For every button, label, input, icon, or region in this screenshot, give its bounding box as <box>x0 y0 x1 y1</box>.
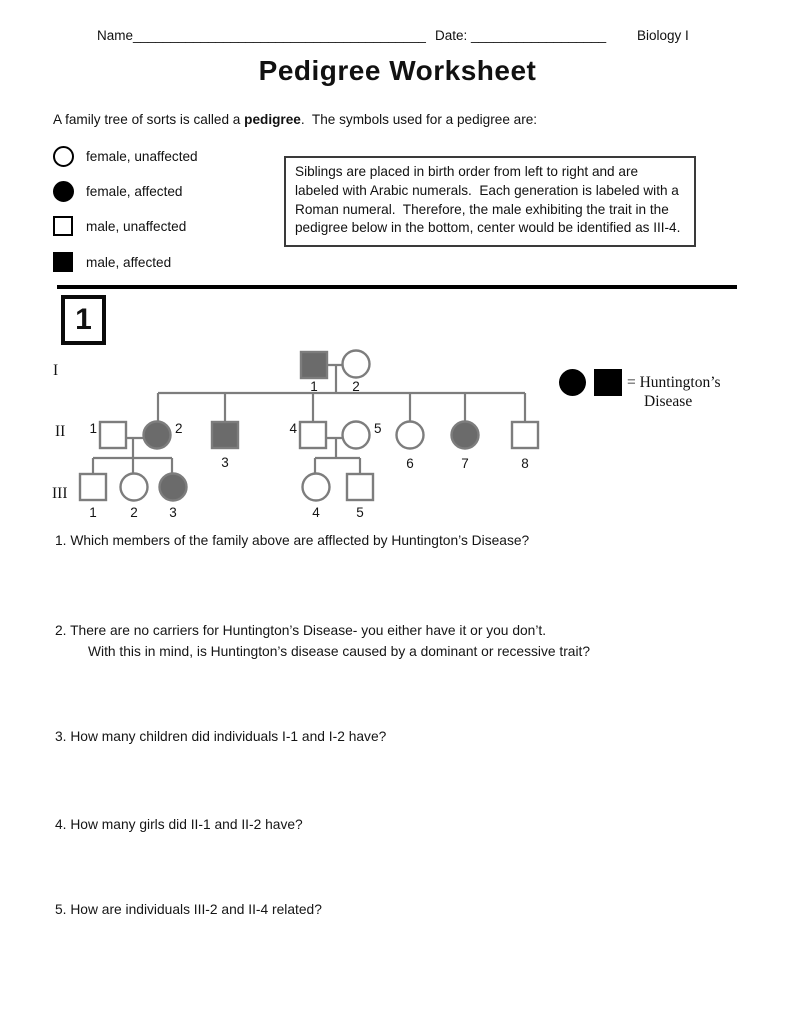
date-label: Date: <box>435 28 468 43</box>
individual-label-II-4: 4 <box>289 421 297 436</box>
female-unaffected-icon <box>53 146 74 167</box>
individual-II-7 <box>452 422 479 449</box>
male-affected-icon <box>53 252 73 272</box>
individual-II-2 <box>144 422 171 449</box>
huntingtons-legend-line2: Disease <box>644 393 693 410</box>
huntingtons-legend-line1: = Huntington’s <box>627 374 721 391</box>
intro-bold-term: pedigree <box>244 112 301 127</box>
name-field <box>97 28 426 43</box>
symbol-key-symbol <box>53 252 86 272</box>
individual-I-2 <box>343 351 370 378</box>
figure-number: 1 <box>75 303 92 336</box>
question-1 <box>55 530 529 551</box>
intro-text <box>53 112 537 127</box>
individual-II-5 <box>343 422 370 449</box>
individual-label-II-3: 3 <box>221 455 229 470</box>
name-blank-line: _______________________________________ <box>133 28 426 43</box>
individual-label-III-3: 3 <box>169 505 177 520</box>
individual-label-II-6: 6 <box>406 456 414 471</box>
symbol-key-label: male, unaffected <box>86 218 187 234</box>
individual-III-3 <box>160 474 187 501</box>
individual-label-III-2: 2 <box>130 505 138 520</box>
question-2-line-2: With this in mind, is Huntington’s disease caused by a dominant or recessive trait? <box>88 644 591 659</box>
individual-label-II-1: 1 <box>89 421 97 436</box>
symbol-key-symbol <box>53 216 86 236</box>
individual-II-4 <box>300 422 326 448</box>
male-unaffected-icon <box>53 216 73 236</box>
individual-label-I-2: 2 <box>352 379 360 394</box>
question-3-line-1: 3. How many children did individuals I-1 and I-2 have? <box>55 729 387 744</box>
info-box: Siblings are placed in birth order from left to right and are labeled with Arabic numerals. Each generation is labeled with a Roman numeral. Therefore, the male exhibiting the trait in the pedigree below in the bottom, center would be identified as III-4. <box>284 156 696 247</box>
individual-label-III-5: 5 <box>356 505 364 520</box>
individual-label-II-8: 8 <box>521 456 529 471</box>
individual-label-II-5: 5 <box>374 421 382 436</box>
affected-square-icon <box>594 369 622 396</box>
name-label: Name <box>97 28 134 43</box>
generation-label-I: I <box>53 362 59 379</box>
symbol-key-symbol <box>53 146 86 167</box>
generation-label-III: III <box>52 485 68 502</box>
individual-label-II-2: 2 <box>175 421 183 436</box>
question-5-line-1: 5. How are individuals III-2 and II-4 related? <box>55 902 322 917</box>
individual-label-II-7: 7 <box>461 456 469 471</box>
individual-II-1 <box>100 422 126 448</box>
question-1-line-1: 1. Which members of the family above are afflected by Huntington’s Disease? <box>55 533 530 548</box>
individual-III-4 <box>303 474 330 501</box>
female-affected-icon <box>53 181 74 202</box>
individual-II-6 <box>397 422 424 449</box>
question-4 <box>55 814 303 835</box>
individual-II-8 <box>512 422 538 448</box>
individual-III-1 <box>80 474 106 500</box>
symbol-key-row <box>53 249 171 275</box>
intro-after: . The symbols used for a pedigree are: <box>300 112 538 127</box>
individual-II-3 <box>212 422 238 448</box>
question-2 <box>55 620 590 662</box>
question-4-line-1: 4. How many girls did II-1 and II-2 have? <box>55 817 303 832</box>
individual-label-III-1: 1 <box>89 505 97 520</box>
individual-label-I-1: 1 <box>310 379 318 394</box>
huntingtons-legend <box>627 373 721 411</box>
individual-III-2 <box>121 474 148 501</box>
individual-I-1 <box>301 352 327 378</box>
symbol-key-label: male, affected <box>86 254 172 270</box>
question-2-line-1: 2. There are no carriers for Huntington’s Disease- you either have it or you don’t. <box>55 623 547 638</box>
figure-number-box <box>61 295 106 345</box>
question-5 <box>55 899 322 920</box>
date-field <box>435 28 606 43</box>
individual-label-III-4: 4 <box>312 505 320 520</box>
intro-before: A family tree of sorts is called a <box>53 112 245 127</box>
symbol-key-row <box>53 213 186 239</box>
section-divider <box>57 285 737 289</box>
affected-circle-icon <box>559 369 586 396</box>
symbol-key-label: female, unaffected <box>86 148 198 164</box>
date-blank-line: __________________ <box>471 28 607 43</box>
symbol-key-row <box>53 143 198 169</box>
individual-III-5 <box>347 474 373 500</box>
symbol-key-row <box>53 178 182 204</box>
pedigree-svg <box>0 340 760 535</box>
course-label: Biology I <box>637 28 689 43</box>
page-title: Pedigree Worksheet <box>258 55 537 86</box>
symbol-key-label: female, affected <box>86 183 183 199</box>
generation-label-II: II <box>55 423 66 440</box>
symbol-key-symbol <box>53 181 86 202</box>
question-3 <box>55 726 386 747</box>
